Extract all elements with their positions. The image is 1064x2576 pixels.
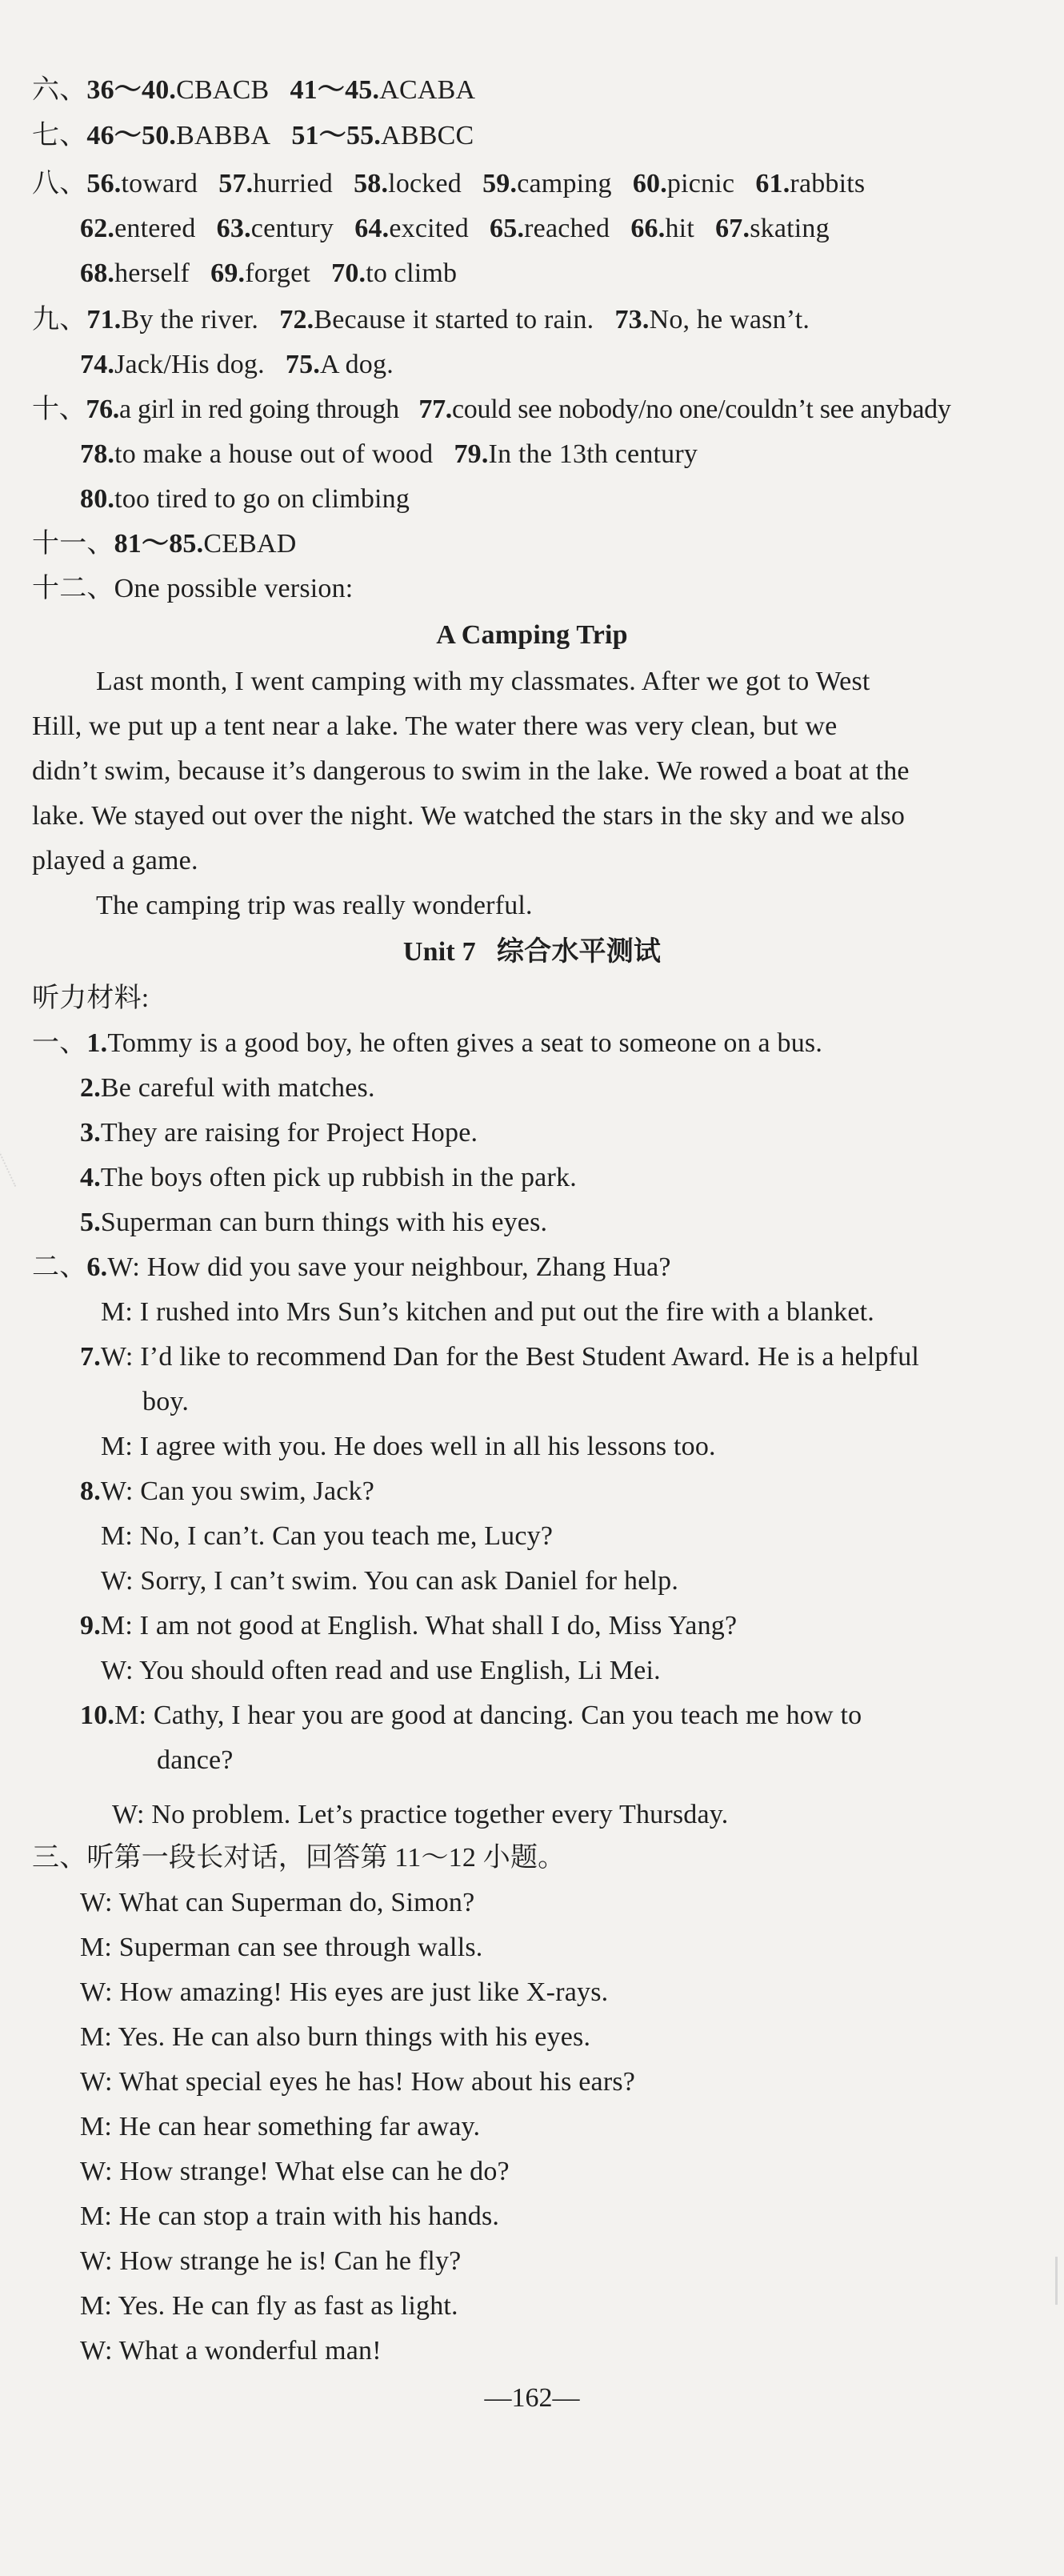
answer-line-11: 十一、81～85.CEBAD bbox=[32, 529, 297, 559]
dialogue-line: M: Yes. He can fly as fast as light. bbox=[80, 2291, 458, 2321]
dialogue-line: M: I rushed into Mrs Sun’s kitchen and put out the fire with a blanket. bbox=[101, 1297, 874, 1327]
essay-line: Last month, I went camping with my classmates. After we got to West bbox=[96, 667, 870, 696]
scan-mark bbox=[0, 1118, 38, 1187]
dialogue-line: 8.W: Can you swim, Jack? bbox=[80, 1476, 375, 1506]
page-number: —162— bbox=[484, 2383, 580, 2413]
dialogue-line: M: I agree with you. He does well in all his lessons too. bbox=[101, 1432, 716, 1461]
dialogue-line: dance? bbox=[157, 1745, 234, 1775]
dialogue-line: W: How strange he is! Can he fly? bbox=[80, 2246, 462, 2276]
dialogue-line: M: Yes. He can also burn things with his eyes. bbox=[80, 2022, 591, 2052]
answer-line-8a: 八、56.toward 57.hurried 58.locked 59.camping 60.picnic 61.rabbits bbox=[32, 169, 866, 198]
dialogue-line: W: How strange! What else can he do? bbox=[80, 2157, 510, 2186]
scan-edge bbox=[1055, 2257, 1058, 2305]
dialogue-line: 二、6.W: How did you save your neighbour, Zhang Hua? bbox=[32, 1252, 671, 1282]
answer-line-8b: 62.entered 63.century 64.excited 65.reached 66.hit 67.skating bbox=[80, 214, 830, 243]
dialogue-line: W: Sorry, I can’t swim. You can ask Daniel for help. bbox=[101, 1566, 679, 1596]
answer-line-12: 十二、One possible version: bbox=[32, 574, 354, 603]
listening-item: 3.They are raising for Project Hope. bbox=[80, 1118, 478, 1148]
answer-line-10a: 十、76.a girl in red going through 77.could see nobody/no one/couldn’t see anybady bbox=[32, 395, 951, 424]
unit-heading: Unit 7 综合水平测试 bbox=[402, 937, 662, 967]
dialogue-line: W: What special eyes he has! How about his ears? bbox=[80, 2067, 636, 2097]
part3-intro: 三、听第一段长对话，回答第 11～12 小题。 bbox=[32, 1843, 566, 1873]
essay-title: A Camping Trip bbox=[436, 620, 628, 650]
dialogue-line: 7.W: I’d like to recommend Dan for the Best Student Award. He is a helpful bbox=[80, 1342, 920, 1372]
dialogue-line: M: Superman can see through walls. bbox=[80, 1933, 483, 1962]
essay-line: Hill, we put up a tent near a lake. The water there was very clean, but we bbox=[32, 711, 838, 741]
answer-line-10b: 78.to make a house out of wood 79.In the 13th century bbox=[80, 439, 698, 469]
dialogue-line: M: No, I can’t. Can you teach me, Lucy? bbox=[101, 1521, 554, 1551]
answer-line-7: 七、46～50.BABBA 51～55.ABBCC bbox=[32, 121, 474, 150]
dialogue-line: M: He can stop a train with his hands. bbox=[80, 2201, 500, 2231]
answer-line-8c: 68.herself 69.forget 70.to climb bbox=[80, 258, 458, 288]
essay-line: The camping trip was really wonderful. bbox=[96, 891, 533, 920]
answer-line-10c: 80.too tired to go on climbing bbox=[80, 484, 410, 514]
dialogue-line: M: He can hear something far away. bbox=[80, 2112, 481, 2141]
dialogue-line: W: What a wonderful man! bbox=[80, 2336, 382, 2366]
dialogue-line: W: No problem. Let’s practice together every Thursday. bbox=[112, 1800, 729, 1829]
dialogue-line: W: How amazing! His eyes are just like X-rays. bbox=[80, 1977, 609, 2007]
listening-item: 4.The boys often pick up rubbish in the park. bbox=[80, 1163, 577, 1192]
listening-item: 一、1.Tommy is a good boy, he often gives a seat to someone on a bus. bbox=[32, 1028, 823, 1058]
essay-line: didn’t swim, because it’s dangerous to swim in the lake. We rowed a boat at the bbox=[32, 756, 910, 786]
answer-line-9a: 九、71.By the river. 72.Because it started to rain. 73.No, he wasn’t. bbox=[32, 305, 810, 335]
essay-line: played a game. bbox=[32, 846, 198, 875]
listening-item: 5.Superman can burn things with his eyes. bbox=[80, 1208, 548, 1237]
dialogue-line: 10.M: Cathy, I hear you are good at dancing. Can you teach me how to bbox=[80, 1701, 862, 1730]
listening-item: 2.Be careful with matches. bbox=[80, 1073, 375, 1103]
dialogue-line: 9.M: I am not good at English. What shall I do, Miss Yang? bbox=[80, 1611, 738, 1641]
answer-line-6: 六、36～40.CBACB 41～45.ACABA bbox=[32, 75, 476, 105]
dialogue-line: W: You should often read and use English, Li Mei. bbox=[101, 1656, 661, 1685]
answer-line-9b: 74.Jack/His dog. 75.A dog. bbox=[80, 350, 394, 379]
essay-line: lake. We stayed out over the night. We watched the stars in the sky and we also bbox=[32, 801, 906, 831]
dialogue-line: W: What can Superman do, Simon? bbox=[80, 1888, 475, 1917]
listening-heading: 听力材料: bbox=[32, 984, 150, 1013]
dialogue-line: boy. bbox=[142, 1387, 190, 1416]
